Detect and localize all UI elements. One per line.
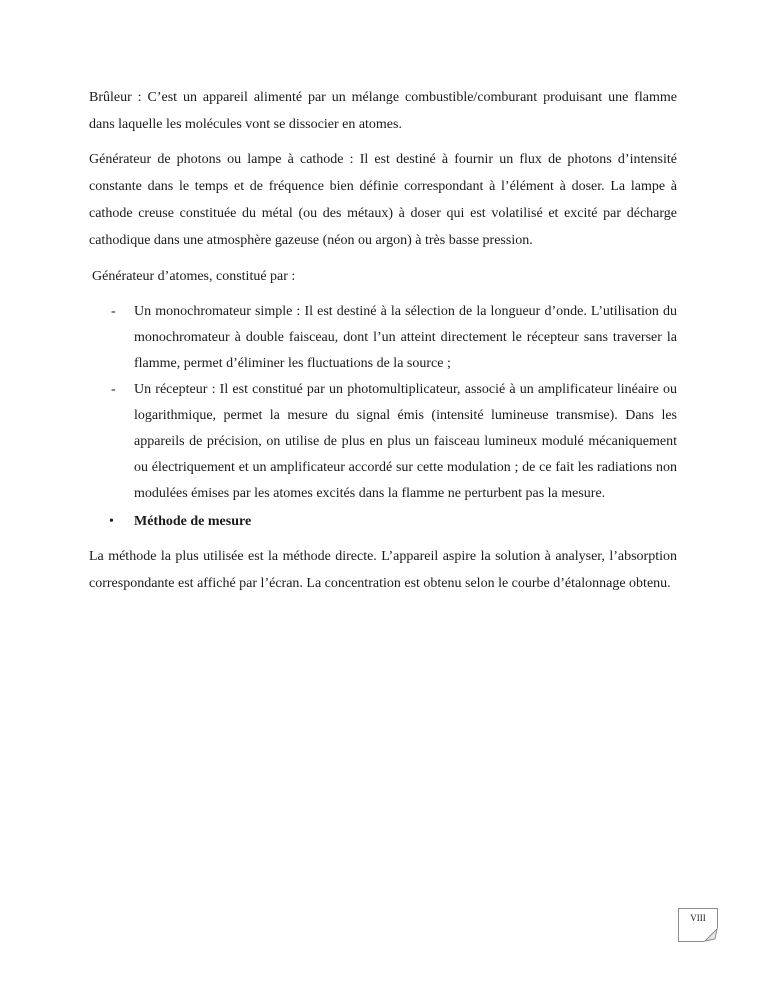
paragraph-bruleur: Brûleur : C’est un appareil alimenté par un mélange combustible/comburant produisant une flamme dans laquelle les molécules vont se dissocier en atomes. — [89, 90, 677, 132]
bullet-symbol: • — [109, 514, 114, 529]
document-page — [89, 84, 677, 597]
section-heading-text: Méthode de mesure — [134, 514, 252, 529]
page-number-box — [678, 908, 718, 942]
list-item-recepteur: - Un récepteur : Il est constitué par un photomultiplicateur, associé à un amplificateur linéaire ou logarithmique, permet la mesure du signal émis (intensité lumineuse transmise). Dans les appareils de précision, on utilise de plus en plus un faisceau lumineux modulé mécaniquement ou électriquement et un amplificateur accordé sur cette modulation ; de ce fait les radiations non modulées émises par les atomes excités dans la flamme ne perturbent pas la mesure. — [89, 377, 677, 507]
page-number: VIII — [690, 913, 706, 923]
section-heading-methode-de-mesure — [89, 509, 677, 535]
paragraph-methode: La méthode la plus utilisée est la méthode directe. L’appareil aspire la solution à analyser, l’absorption correspondante est affiché par l’écran. La concentration est obtenu selon le courbe d’étalonnage obtenu. — [89, 549, 677, 591]
paragraph-generateur-atomes: Générateur d’atomes, constitué par : — [92, 269, 296, 284]
component-list — [89, 299, 677, 507]
page-curl-icon — [704, 928, 718, 942]
paragraph-generateur-photons: Générateur de photons ou lampe à cathode : Il est destiné à fournir un flux de photons d’intensité constante dans le temps et de fréquence bien définie correspondant à l’élément à doser. La lampe à cathode creuse constituée du métal (ou des métaux) à doser qui est volatilisé et excité par décharge cathodique dans une atmosphère gazeuse (néon ou argon) à très basse pression. — [89, 152, 677, 248]
list-item-monochromateur: - Un monochromateur simple : Il est destiné à la sélection de la longueur d’onde. L’utilisation du monochromateur à double faisceau, dont l’un atteint directement le récepteur sans traverser la flamme, permet d’éliminer les fluctuations de la source ; — [89, 299, 677, 377]
